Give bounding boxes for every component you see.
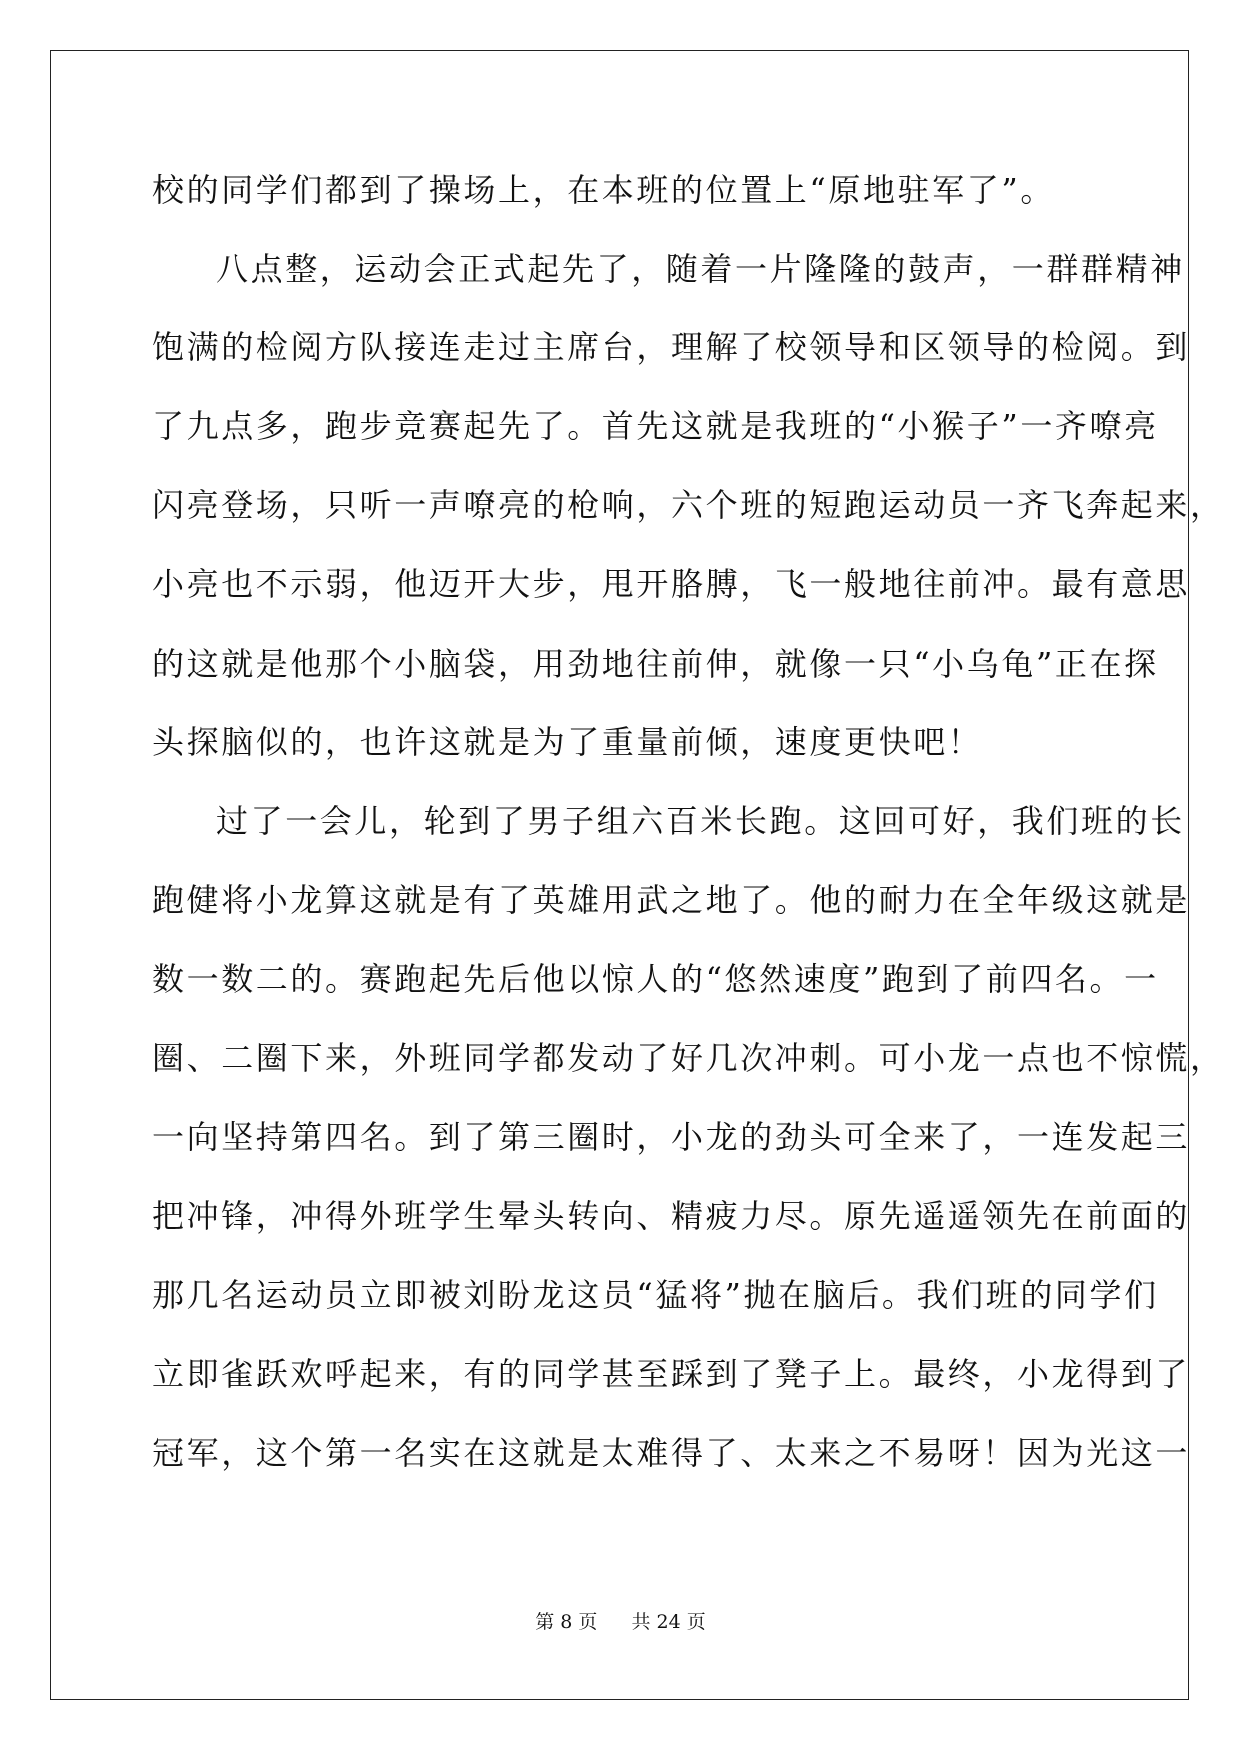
text-line: 闪亮登场，只听一声嘹亮的枪响，六个班的短跑运动员一齐飞奔起来， (152, 486, 1225, 524)
text-line: 过了一会儿，轮到了男子组六百米长跑。这回可好，我们班的长 (216, 802, 1185, 840)
text-line: 了九点多，跑步竞赛起先了。首先这就是我班的“小猴子”一齐嘹亮 (152, 407, 1159, 445)
page-number: 第 8 页 (535, 1611, 598, 1633)
text-line: 饱满的检阅方队接连走过主席台，理解了校领导和区领导的检阅。到 (152, 328, 1191, 366)
text-line: 小亮也不示弱，他迈开大步，甩开胳膊，飞一般地往前冲。最有意思 (152, 565, 1191, 603)
page-footer (0, 1610, 1241, 1634)
text-line: 的这就是他那个小脑袋，用劲地往前伸，就像一只“小乌龟”正在探 (152, 645, 1159, 683)
text-line: 立即雀跃欢呼起来，有的同学甚至踩到了凳子上。最终，小龙得到了 (152, 1355, 1191, 1393)
text-line: 那几名运动员立即被刘盼龙这员“猛将”抛在脑后。我们班的同学们 (152, 1276, 1159, 1314)
text-line: 数一数二的。赛跑起先后他以惊人的“悠然速度”跑到了前四名。一 (152, 960, 1159, 998)
text-line: 一向坚持第四名。到了第三圈时，小龙的劲头可全来了，一连发起三 (152, 1118, 1191, 1156)
page-total: 共 24 页 (631, 1611, 706, 1633)
text-line: 跑健将小龙算这就是有了英雄用武之地了。他的耐力在全年级这就是 (152, 881, 1191, 919)
text-line: 头探脑似的，也许这就是为了重量前倾，速度更快吧！ (152, 723, 983, 761)
text-line: 校的同学们都到了操场上，在本班的位置上“原地驻军了”。 (152, 171, 1055, 209)
text-line: 圈、二圈下来，外班同学都发动了好几次冲刺。可小龙一点也不惊慌， (152, 1039, 1225, 1077)
text-line: 八点整，运动会正式起先了，随着一片隆隆的鼓声，一群群精神 (216, 250, 1185, 288)
text-line: 冠军，这个第一名实在这就是太难得了、太来之不易呀！因为光这一 (152, 1434, 1191, 1472)
text-line: 把冲锋，冲得外班学生晕头转向、精疲力尽。原先遥遥领先在前面的 (152, 1197, 1191, 1235)
